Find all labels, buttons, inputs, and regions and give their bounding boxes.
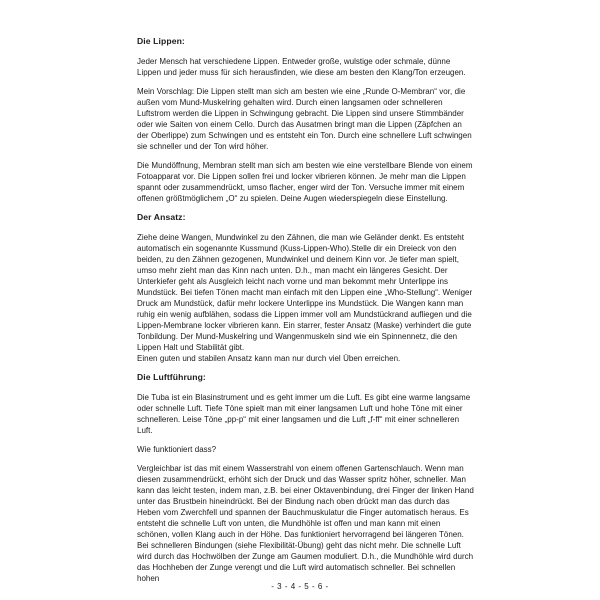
section-die-luftfuehrung bbox=[137, 372, 475, 584]
paragraph: Ziehe deine Wangen, Mundwinkel zu den Zähnen, die man wie Geländer denkt. Es entsteht automatisch ein sogenannte Kussmund (Kuss-Lippen-Who).Stelle dir ein Dreieck von den beiden, zu den Zähnen gezogenen, Mundwinkel und deinem Kinn vor. Je tiefer man spielt, umso mehr zieht man das Kinn nach unten. D.h., man macht ein längeres Gesicht. Der Unterkiefer geht als Ausgleich leicht nach vorne und man bekommt mehr Unterlippe ins Mundstück. Bei tiefen Tönen macht man einfach mit den Lippen eine „Who-Stellung“. Weniger Druck am Mundstück, dafür mehr lockere Unterlippe ins Mundstück. Die Wangen kann man ruhig ein wenig aufblähen, sodass die Lippen immer voll am Mundstückrand aufliegen und die Lippen-Membrane locker vibrieren kann. Ein starrer, fester Ansatz (Maske) verhindert die gute Tonbildung. Der Mund-Muskelring und Wangenmuskeln sind wie ein Spinnennetz, die den Lippen Halt und Stabilität gibt. bbox=[137, 233, 473, 352]
document-body bbox=[137, 36, 475, 592]
section-heading-die-lippen: Die Lippen: bbox=[137, 36, 185, 46]
section-die-lippen bbox=[137, 36, 475, 204]
page-number: - 3 - 4 - 5 - 6 - bbox=[271, 582, 329, 591]
paragraph: Jeder Mensch hat verschiedene Lippen. Entweder große, wulstige oder schmale, dünne Lippen und jeder muss für sich herausfinden, wie diese am besten den Klang/Ton erzeugen. bbox=[137, 57, 466, 77]
paragraph: Vergleichbar ist das mit einem Wasserstrahl von einem offenen Gartenschlauch. Wenn man diesen zusammendrückt, erhöht sich der Druck und das Wasser spritz höher, schneller. Man kann das leicht testen, indem man, z.B. bei einer Oktavenbindung, drei Finger der linken Hand unter das Brustbein hineindrückt. Bei der Bindung nach oben drückt man das durch das Heben vom Zwerchfell und spannen der Bauchmuskulatur die Finger automatisch heraus. Es entsteht die schnelle Luft von unten, die Mundhöhle ist offen und man kann mit einen schönen, vollen Klang auch in der Höhe. Das funktioniert hervorragend bei längeren Tönen. bbox=[137, 464, 474, 539]
paragraph: Wie funktioniert dass? bbox=[137, 445, 217, 454]
paragraph: Die Mundöffnung, Membran stellt man sich am besten wie eine verstellbare Blende von einem Fotoapparat vor. Die Lippen sollen frei und locker vibrieren können. Je mehr man die Lippen spannt oder zusammendrückt, umso flacher, enger wird der Ton. Versuche immer mit einem offenen größtmöglichem „O“ zu spielen. Deine Augen wiederspiegeln diese Einstellung. bbox=[137, 161, 473, 203]
section-heading-die-luftfuehrung: Die Luftführung: bbox=[137, 372, 206, 382]
paragraph: Mein Vorschlag: Die Lippen stellt man sich am besten wie eine „Runde O-Membran“ vor, die außen vom Mund-Muskelring gehalten wird. Durch einen langsamen oder schnelleren Luftstrom werden die Lippen in Schwingung gebracht. Die Lippen sind unsere Stimmbänder oder wie Saiten von einem Cello. Durch das Ausatmen bringt man die Lippen (Zäpfchen an der Oberlippe) zum Schwingen und es entsteht ein Ton. Durch eine schnellere Luft schwingen sie schneller und der Ton wird höher. bbox=[137, 87, 472, 151]
paragraph: Bei schnelleren Bindungen (siehe Flexibilität-Übung) geht das nicht mehr. Die schnelle Luft wird durch das Hochwölben der Zunge am Gaumen moduliert. D.h., die Mundhöhle wird durch das Hochheben der Zunge verengt und die Luft wird automatisch schneller. Bei schnellen hohen bbox=[137, 541, 474, 583]
paragraph: Einen guten und stabilen Ansatz kann man nur durch viel Üben erreichen. bbox=[137, 354, 401, 363]
section-heading-der-ansatz: Der Ansatz: bbox=[137, 212, 186, 222]
section-der-ansatz bbox=[137, 212, 475, 364]
paragraph: Die Tuba ist ein Blasinstrument und es geht immer um die Luft. Es gibt eine warme langsame oder schnelle Luft. Tiefe Töne spielt man mit einer langsamen Luft und hohe Töne mit einer schnelleren. Leise Töne „pp-p“ mit einer langsamen und die Luft „f-ff“ mit einer schnelleren Luft. bbox=[137, 393, 471, 435]
